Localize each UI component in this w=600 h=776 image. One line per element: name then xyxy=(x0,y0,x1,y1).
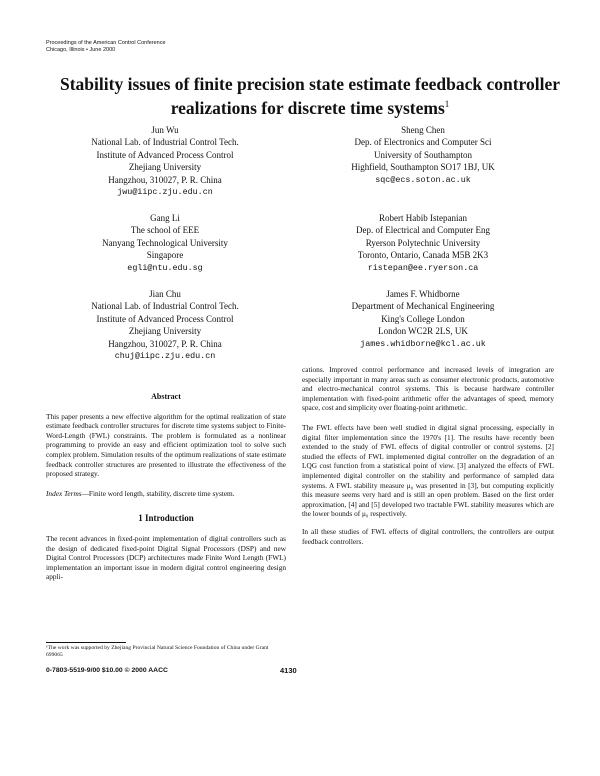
author-email: egli@ntu.edu.sg xyxy=(127,262,203,273)
index-terms xyxy=(46,489,286,499)
author-affiliation: University of Southampton xyxy=(374,149,472,160)
intro-paragraph: The recent advances in fixed-point implementation of digital controllers such as the design of dedicated fixed-point Digital Signal Processors (DSP) and new Digital Control Processors (DCP) architectures made Finite Word Length (FWL) implementation an important issue in modern digital control engineering design appli- xyxy=(46,533,286,582)
author-affiliation: Zhejiang University xyxy=(128,326,202,337)
copyright-line: 0-7803-5519-9/00 $10.00 © 2000 AACC xyxy=(46,667,168,674)
author-affiliation: National Lab. of Industrial Control Tech. xyxy=(91,137,239,148)
author-affiliation: Department of Mechanical Engineering xyxy=(351,301,495,312)
author-name: Jun Wu xyxy=(151,125,179,135)
author-affiliation: National Lab. of Industrial Control Tech. xyxy=(91,301,239,312)
author-block-6 xyxy=(298,288,548,350)
author-name: Sheng Chen xyxy=(401,125,445,135)
author-affiliation: Dep. of Electrical and Computer Eng xyxy=(356,225,490,236)
author-affiliation: Zhejiang University xyxy=(128,162,202,173)
paper-title-text: Stability issues of finite precision state estimate feedback controller realizations for discrete time systems xyxy=(60,74,560,118)
proceedings-line-1: Proceedings of the American Control Conference xyxy=(46,40,166,46)
author-block-3 xyxy=(40,212,290,274)
author-affiliation: Nanyang Technological University xyxy=(102,237,228,248)
paper-title xyxy=(40,74,580,118)
author-email: jwu@iipc.zju.edu.cn xyxy=(117,187,213,198)
body-paragraph: The FWL effects have been well studied in digital signal processing, especially in digital filter implementation since the 1970's [1]. The results have recently been extended to the study of FWL effects of digital controller or control systems. [2] studied the effects of FWL implemented digital controller on the degradation of an LQG cost function from a statistical point of view. [3] analyzed the effects of FWL implemented digital controller on the stability and performance of sampled data systems. A FWL stability measure μ₀ was presented in [3], but computing explicitly this measure seems very hard and is still an open problem. Based on the first order approximation, [4] and [5] developed two tractable FWL stability measures which are the lower bounds of μ₀ respectively. xyxy=(302,422,554,519)
author-affiliation: The school of EEE xyxy=(130,225,200,236)
proceedings-header xyxy=(46,40,166,54)
author-email: ristepan@ee.ryerson.ca xyxy=(367,262,479,273)
author-affiliation: London WC2R 2LS, UK xyxy=(378,326,468,337)
section-heading-introduction: 1 Introduction xyxy=(138,513,194,524)
page-number: 4130 xyxy=(280,666,297,675)
author-block-4 xyxy=(298,212,548,274)
author-name: Robert Habib Istepanian xyxy=(379,213,467,223)
author-affiliation: Institute of Advanced Process Control xyxy=(96,313,234,324)
author-email: james.whidborne@kcl.ac.uk xyxy=(360,338,486,349)
author-affiliation: Hangzhou, 310027, P. R. China xyxy=(108,174,222,185)
author-affiliation: Institute of Advanced Process Control xyxy=(96,149,234,160)
author-block-2 xyxy=(298,124,548,186)
author-affiliation: Highfield, Southampton SO17 1BJ, UK xyxy=(351,162,495,173)
body-paragraph: cations. Improved control performance and increased levels of integration are especially important in many areas such as consumer electronic products, automotive and electro-mechanical control systems. This is because hardware controller implementation with fixed-point arithmetic offer the advantages of speed, memory space, cost and simplicity over floating-point arithmetic. xyxy=(302,365,554,413)
author-affiliation: Toronto, Ontario, Canada M5B 2K3 xyxy=(357,250,489,261)
author-affiliation: Ryerson Polytechnic University xyxy=(365,237,481,248)
footnote-rule xyxy=(46,642,126,643)
author-block-1 xyxy=(40,124,290,198)
author-affiliation: King's College London xyxy=(381,313,465,324)
right-column xyxy=(302,365,554,552)
proceedings-line-2: Chicago, Illinois • June 2000 xyxy=(46,47,116,53)
title-footnote-mark: 1 xyxy=(444,99,450,109)
author-name: James F. Whidborne xyxy=(386,289,460,299)
author-affiliation: Hangzhou, 310027, P. R. China xyxy=(108,338,222,349)
author-block-5 xyxy=(40,288,290,362)
author-affiliation: Singapore xyxy=(146,250,184,261)
index-terms-text: —Finite word length, stability, discrete time system. xyxy=(81,488,235,498)
index-terms-label: Index Terms xyxy=(46,488,82,498)
author-email: sqc@ecs.soton.ac.uk xyxy=(375,174,471,185)
abstract-text: This paper presents a new effective algorithm for the optimal realization of state estimate feedback controller structures for discrete time systems subject to Finite-Word-Length (FWL) constraints. The problem is formulated as a nonlinear programming to provide an easy and efficient optimization tool to solve such complex problem. Simulation results of the optimum realizations of state estimate feedback controller structures are presented to illustrate the effectiveness of the proposed strategy. xyxy=(46,411,286,479)
left-column xyxy=(46,392,286,588)
footnote: ¹The work was supported by Zhejiang Provincial Natural Science Foundation of China under Grant 699065 xyxy=(46,645,269,658)
author-name: Gang Li xyxy=(150,213,180,223)
author-name: Jian Chu xyxy=(149,289,181,299)
author-affiliation: Dep. of Electronics and Computer Sci xyxy=(354,137,492,148)
abstract-heading: Abstract xyxy=(151,392,181,401)
body-paragraph: In all these studies of FWL effects of digital controllers, the controllers are output feedback controllers. xyxy=(302,526,554,546)
author-email: chuj@iipc.zju.edu.cn xyxy=(114,351,216,362)
